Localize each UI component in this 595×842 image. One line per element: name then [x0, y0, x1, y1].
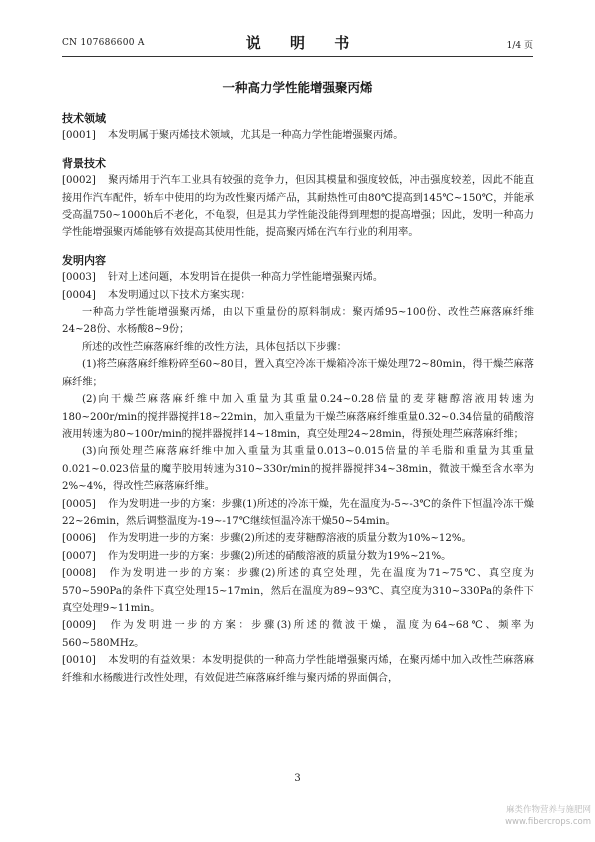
paragraph: [62, 548, 534, 565]
watermark-url: www.fibercrops.com: [505, 817, 591, 827]
paragraph-text: 针对上述问题，本发明旨在提供一种高力学性能增强聚丙烯。: [108, 272, 384, 284]
paragraph: [62, 172, 534, 242]
paragraph: [62, 287, 534, 304]
document-body: [62, 110, 534, 687]
paragraph: [62, 339, 534, 356]
paragraph-text: (3)向预处理苎麻落麻纤维中加入重量为其重量0.013~0.015倍量的羊毛脂和重量为其重量0.021~0.023倍量的魔芋胶用转速为310~330r/min的搅拌器搅拌34~38min，微波干燥至含水率为2%~4%，得改性苎麻落麻纤维。: [62, 446, 534, 493]
paragraph: [62, 391, 534, 443]
paragraph-text: 本发明通过以下技术方案实现：: [108, 289, 251, 301]
document-type: 说 明 书: [245, 34, 362, 52]
paragraph: [62, 530, 534, 547]
page-header: [62, 32, 533, 54]
paragraph-number: [0003]: [62, 272, 96, 284]
paragraph: [62, 127, 534, 144]
patent-number: CN 107686600 A: [62, 38, 145, 48]
paragraph-number: [0005]: [62, 498, 96, 510]
paragraph-number: [0006]: [62, 533, 96, 545]
section-heading: 背景技术: [62, 156, 106, 170]
paragraph-text: 本发明属于聚丙烯技术领域，尤其是一种高力学性能增强聚丙烯。: [108, 130, 404, 142]
header-divider: [62, 56, 533, 57]
paragraph: [62, 443, 534, 495]
section-heading: 发明内容: [62, 253, 106, 267]
paragraph: [62, 652, 534, 687]
paragraph: [62, 269, 534, 286]
paragraph: [62, 356, 534, 391]
page-indicator: 1/4 页: [506, 41, 533, 51]
section-heading: 技术领域: [62, 112, 106, 125]
paragraph-number: [0009]: [62, 620, 96, 632]
page-number: 3: [294, 773, 301, 784]
paragraph-text: 作为发明进一步的方案：步骤(2)所述的麦芽糖醇溶液的质量分数为10%~12%。: [108, 533, 472, 545]
watermark-site-name: 麻类作物营养与施肥网: [505, 805, 591, 815]
paragraph-number: [0001]: [62, 130, 96, 142]
paragraph-text: 聚丙烯用于汽车工业具有较强的竞争力，但因其模量和强度较低，冲击强度较差，因此不能直接用作汽车配件，轿车中使用的均为改性聚丙烯产品，其耐热性可由80℃提高到145℃~150℃，并能承受高温750~1000h后不老化，不龟裂，但是其力学性能没能得到理想的提高增强；因此，发明一种高力学性能增强聚丙烯能够有效提高其使用性能，提高聚丙烯在汽车行业的利用率。: [62, 175, 534, 239]
paragraph-text: 本发明的有益效果：本发明提供的一种高力学性能增强聚丙烯，在聚丙烯中加入改性苎麻落麻纤维和水杨酸进行改性处理，有效促进苎麻落麻纤维与聚丙烯的界面偶合，: [62, 655, 534, 684]
paragraph: [62, 496, 534, 531]
paragraph-text: (2)向干燥苎麻落麻纤维中加入重量为其重量0.24~0.28倍量的麦芽糖醇溶液用转速为180~200r/min的搅拌器搅拌18~22min，加入重量为干燥苎麻落麻纤维重量0.32~0.34倍量的硝酸溶液用转速为80~100r/min的搅拌器搅拌14~18min，真空处理24~28min，得预处理苎麻落麻纤维；: [62, 394, 534, 440]
paragraph-text: (1)将苎麻落麻纤维粉碎至60~80目，置入真空冷冻干燥箱冷冻干燥处理72~80min，得干燥苎麻落麻纤维；: [62, 359, 534, 388]
paragraph-number: [0008]: [62, 568, 96, 580]
paragraph-text: 作为发明进一步的方案：步骤(2)所述的硝酸溶液的质量分数为19%~21%。: [108, 550, 452, 562]
watermark: [505, 804, 591, 828]
paragraph-text: 作为发明进一步的方案：步骤(2)所述的真空处理，先在温度为71~75℃、真空度为570~590Pa的条件下真空处理15~17min，然后在温度为89~93℃、真空度为310~330Pa的条件下真空处理9~11min。: [62, 568, 534, 614]
document-title: 一种高力学性能增强聚丙烯: [222, 80, 373, 95]
paragraph-number: [0010]: [62, 655, 96, 667]
paragraph: [62, 304, 534, 339]
paragraph: [62, 565, 534, 617]
paragraph-text: 一种高力学性能增强聚丙烯，由以下重量份的原料制成：聚丙烯95~100份、改性苎麻落麻纤维24~28份、水杨酸8~9份；: [62, 307, 534, 336]
paragraph: [62, 617, 534, 652]
paragraph-number: [0002]: [62, 175, 96, 187]
paragraph-text: 作为发明进一步的方案：步骤(3)所述的微波干燥，温度为64~68℃、频率为560~580MHz。: [62, 620, 534, 649]
paragraph-number: [0007]: [62, 550, 96, 562]
paragraph-text: 所述的改性苎麻落麻纤维的改性方法，具体包括以下步骤：: [82, 341, 347, 353]
paragraph-number: [0004]: [62, 289, 96, 301]
paragraph-text: 作为发明进一步的方案：步骤(1)所述的冷冻干燥，先在温度为-5~-3℃的条件下恒温冷冻干燥22~26min，然后调整温度为-19~-17℃继续恒温冷冻干燥50~54min。: [62, 498, 534, 527]
